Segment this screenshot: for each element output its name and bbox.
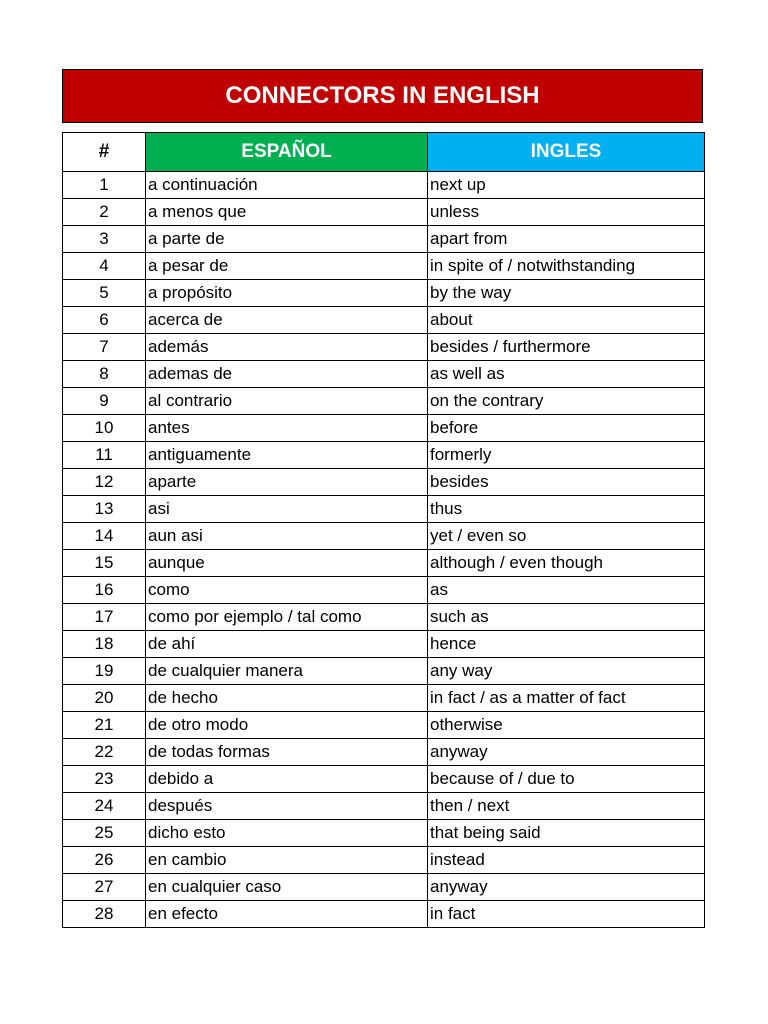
table-row <box>63 523 705 550</box>
english-cell: about <box>428 307 705 334</box>
spanish-cell: aun asi <box>146 523 428 550</box>
row-number: 9 <box>63 388 146 415</box>
table-row <box>63 469 705 496</box>
spanish-cell: a menos que <box>146 199 428 226</box>
english-cell: then / next <box>428 793 705 820</box>
table-row <box>63 307 705 334</box>
english-cell: such as <box>428 604 705 631</box>
table-row <box>63 361 705 388</box>
english-cell: anyway <box>428 874 705 901</box>
row-number: 1 <box>63 172 146 199</box>
spanish-cell: aparte <box>146 469 428 496</box>
table-row <box>63 901 705 928</box>
row-number: 7 <box>63 334 146 361</box>
table-row <box>63 226 705 253</box>
table-row <box>63 415 705 442</box>
english-cell: otherwise <box>428 712 705 739</box>
table-row <box>63 172 705 199</box>
table-row <box>63 658 705 685</box>
spanish-cell: asi <box>146 496 428 523</box>
table-row <box>63 820 705 847</box>
english-cell: anyway <box>428 739 705 766</box>
table-row <box>63 253 705 280</box>
english-cell: in fact / as a matter of fact <box>428 685 705 712</box>
spanish-cell: a continuación <box>146 172 428 199</box>
spanish-cell: como por ejemplo / tal como <box>146 604 428 631</box>
row-number: 3 <box>63 226 146 253</box>
table-row <box>63 631 705 658</box>
spanish-cell: antes <box>146 415 428 442</box>
english-cell: by the way <box>428 280 705 307</box>
spanish-cell: ademas de <box>146 361 428 388</box>
row-number: 11 <box>63 442 146 469</box>
english-cell: yet / even so <box>428 523 705 550</box>
spanish-cell: en cambio <box>146 847 428 874</box>
english-cell: on the contrary <box>428 388 705 415</box>
row-number: 16 <box>63 577 146 604</box>
english-cell: apart from <box>428 226 705 253</box>
row-number: 13 <box>63 496 146 523</box>
english-cell: thus <box>428 496 705 523</box>
spanish-cell: de ahí <box>146 631 428 658</box>
table-row <box>63 334 705 361</box>
spanish-cell: como <box>146 577 428 604</box>
english-cell: in fact <box>428 901 705 928</box>
table-row <box>63 199 705 226</box>
english-cell: because of / due to <box>428 766 705 793</box>
table-row <box>63 442 705 469</box>
english-cell: that being said <box>428 820 705 847</box>
row-number: 24 <box>63 793 146 820</box>
english-cell: any way <box>428 658 705 685</box>
row-number: 4 <box>63 253 146 280</box>
row-number: 5 <box>63 280 146 307</box>
english-cell: as well as <box>428 361 705 388</box>
table-row <box>63 604 705 631</box>
row-number: 15 <box>63 550 146 577</box>
row-number: 17 <box>63 604 146 631</box>
spanish-cell: de cualquier manera <box>146 658 428 685</box>
header-spanish: ESPAÑOL <box>146 133 428 172</box>
english-cell: hence <box>428 631 705 658</box>
row-number: 12 <box>63 469 146 496</box>
row-number: 22 <box>63 739 146 766</box>
table-row <box>63 577 705 604</box>
row-number: 27 <box>63 874 146 901</box>
row-number: 6 <box>63 307 146 334</box>
english-cell: although / even though <box>428 550 705 577</box>
spanish-cell: aunque <box>146 550 428 577</box>
row-number: 25 <box>63 820 146 847</box>
table-row <box>63 766 705 793</box>
spanish-cell: a pesar de <box>146 253 428 280</box>
spanish-cell: al contrario <box>146 388 428 415</box>
english-cell: unless <box>428 199 705 226</box>
table-row <box>63 280 705 307</box>
table-row <box>63 685 705 712</box>
row-number: 14 <box>63 523 146 550</box>
english-cell: as <box>428 577 705 604</box>
row-number: 10 <box>63 415 146 442</box>
english-cell: next up <box>428 172 705 199</box>
spanish-cell: antiguamente <box>146 442 428 469</box>
row-number: 8 <box>63 361 146 388</box>
spanish-cell: de otro modo <box>146 712 428 739</box>
spanish-cell: después <box>146 793 428 820</box>
table-row <box>63 793 705 820</box>
spanish-cell: en cualquier caso <box>146 874 428 901</box>
spanish-cell: acerca de <box>146 307 428 334</box>
english-cell: besides <box>428 469 705 496</box>
header-row <box>63 133 705 172</box>
page-title: CONNECTORS IN ENGLISH <box>225 82 540 109</box>
header-english: INGLES <box>428 133 705 172</box>
row-number: 2 <box>63 199 146 226</box>
table-row <box>63 712 705 739</box>
row-number: 23 <box>63 766 146 793</box>
connectors-table <box>62 132 705 928</box>
table-row <box>63 874 705 901</box>
table-row <box>63 847 705 874</box>
row-number: 19 <box>63 658 146 685</box>
english-cell: instead <box>428 847 705 874</box>
english-cell: besides / furthermore <box>428 334 705 361</box>
spanish-cell: de todas formas <box>146 739 428 766</box>
row-number: 20 <box>63 685 146 712</box>
table-row <box>63 496 705 523</box>
spanish-cell: de hecho <box>146 685 428 712</box>
spanish-cell: a propósito <box>146 280 428 307</box>
table-row <box>63 388 705 415</box>
row-number: 18 <box>63 631 146 658</box>
row-number: 21 <box>63 712 146 739</box>
row-number: 26 <box>63 847 146 874</box>
spanish-cell: a parte de <box>146 226 428 253</box>
spanish-cell: además <box>146 334 428 361</box>
english-cell: before <box>428 415 705 442</box>
spanish-cell: dicho esto <box>146 820 428 847</box>
english-cell: in spite of / notwithstanding <box>428 253 705 280</box>
table-row <box>63 739 705 766</box>
header-number: # <box>63 133 146 172</box>
title-banner <box>62 69 703 123</box>
spanish-cell: debido a <box>146 766 428 793</box>
row-number: 28 <box>63 901 146 928</box>
table-row <box>63 550 705 577</box>
english-cell: formerly <box>428 442 705 469</box>
spanish-cell: en efecto <box>146 901 428 928</box>
